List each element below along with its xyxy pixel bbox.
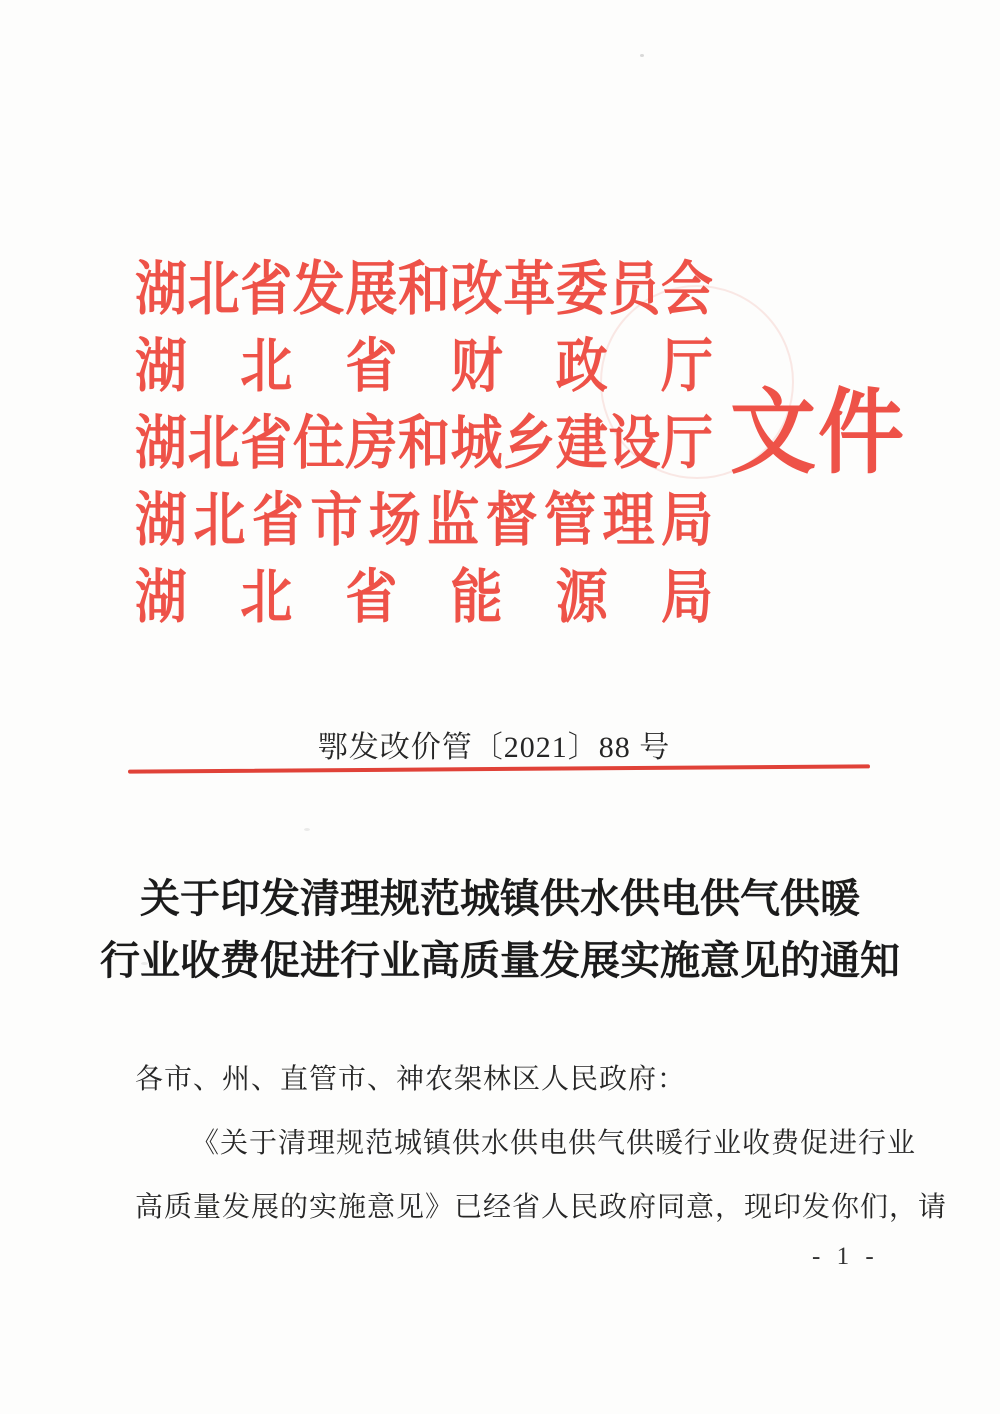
scan-speck: [141, 962, 148, 965]
title-line-1: 关于印发清理规范城镇供水供电供气供暖: [140, 876, 860, 921]
scan-speck: [640, 54, 644, 57]
document-body: [135, 1048, 948, 1240]
document-title: [0, 868, 1000, 992]
title-line-2: 行业收费促进行业高质量发展实施意见的通知: [100, 938, 900, 983]
agency-name-nengyuanju: 湖北省能源局: [135, 566, 713, 631]
body-paragraph-line-2: 高质量发展的实施意见》已经省人民政府同意，现印发你们，请: [135, 1192, 948, 1223]
doc-type-label: 文件: [730, 381, 906, 485]
salutation: 各市、州、直管市、神农架林区人民政府：: [135, 1064, 687, 1095]
agency-name-zhujianting: 湖北省住房和城乡建设厅: [135, 412, 713, 477]
document-number: 鄂发改价管〔2021〕88 号: [317, 731, 671, 764]
agency-name-fagaiwei: 湖北省发展和改革委员会: [135, 258, 713, 323]
page-number: - 1 -: [812, 1243, 879, 1270]
body-paragraph-line-1: 《关于清理规范城镇供水供电供气供暖行业收费促进行业: [191, 1128, 917, 1159]
agency-name-caizhengting: 湖北省财政厅: [135, 335, 713, 400]
scan-speck: [304, 828, 310, 831]
agency-name-shichangjianguanju: 湖北省市场监督管理局: [135, 489, 713, 554]
issuing-agencies: [135, 252, 713, 637]
